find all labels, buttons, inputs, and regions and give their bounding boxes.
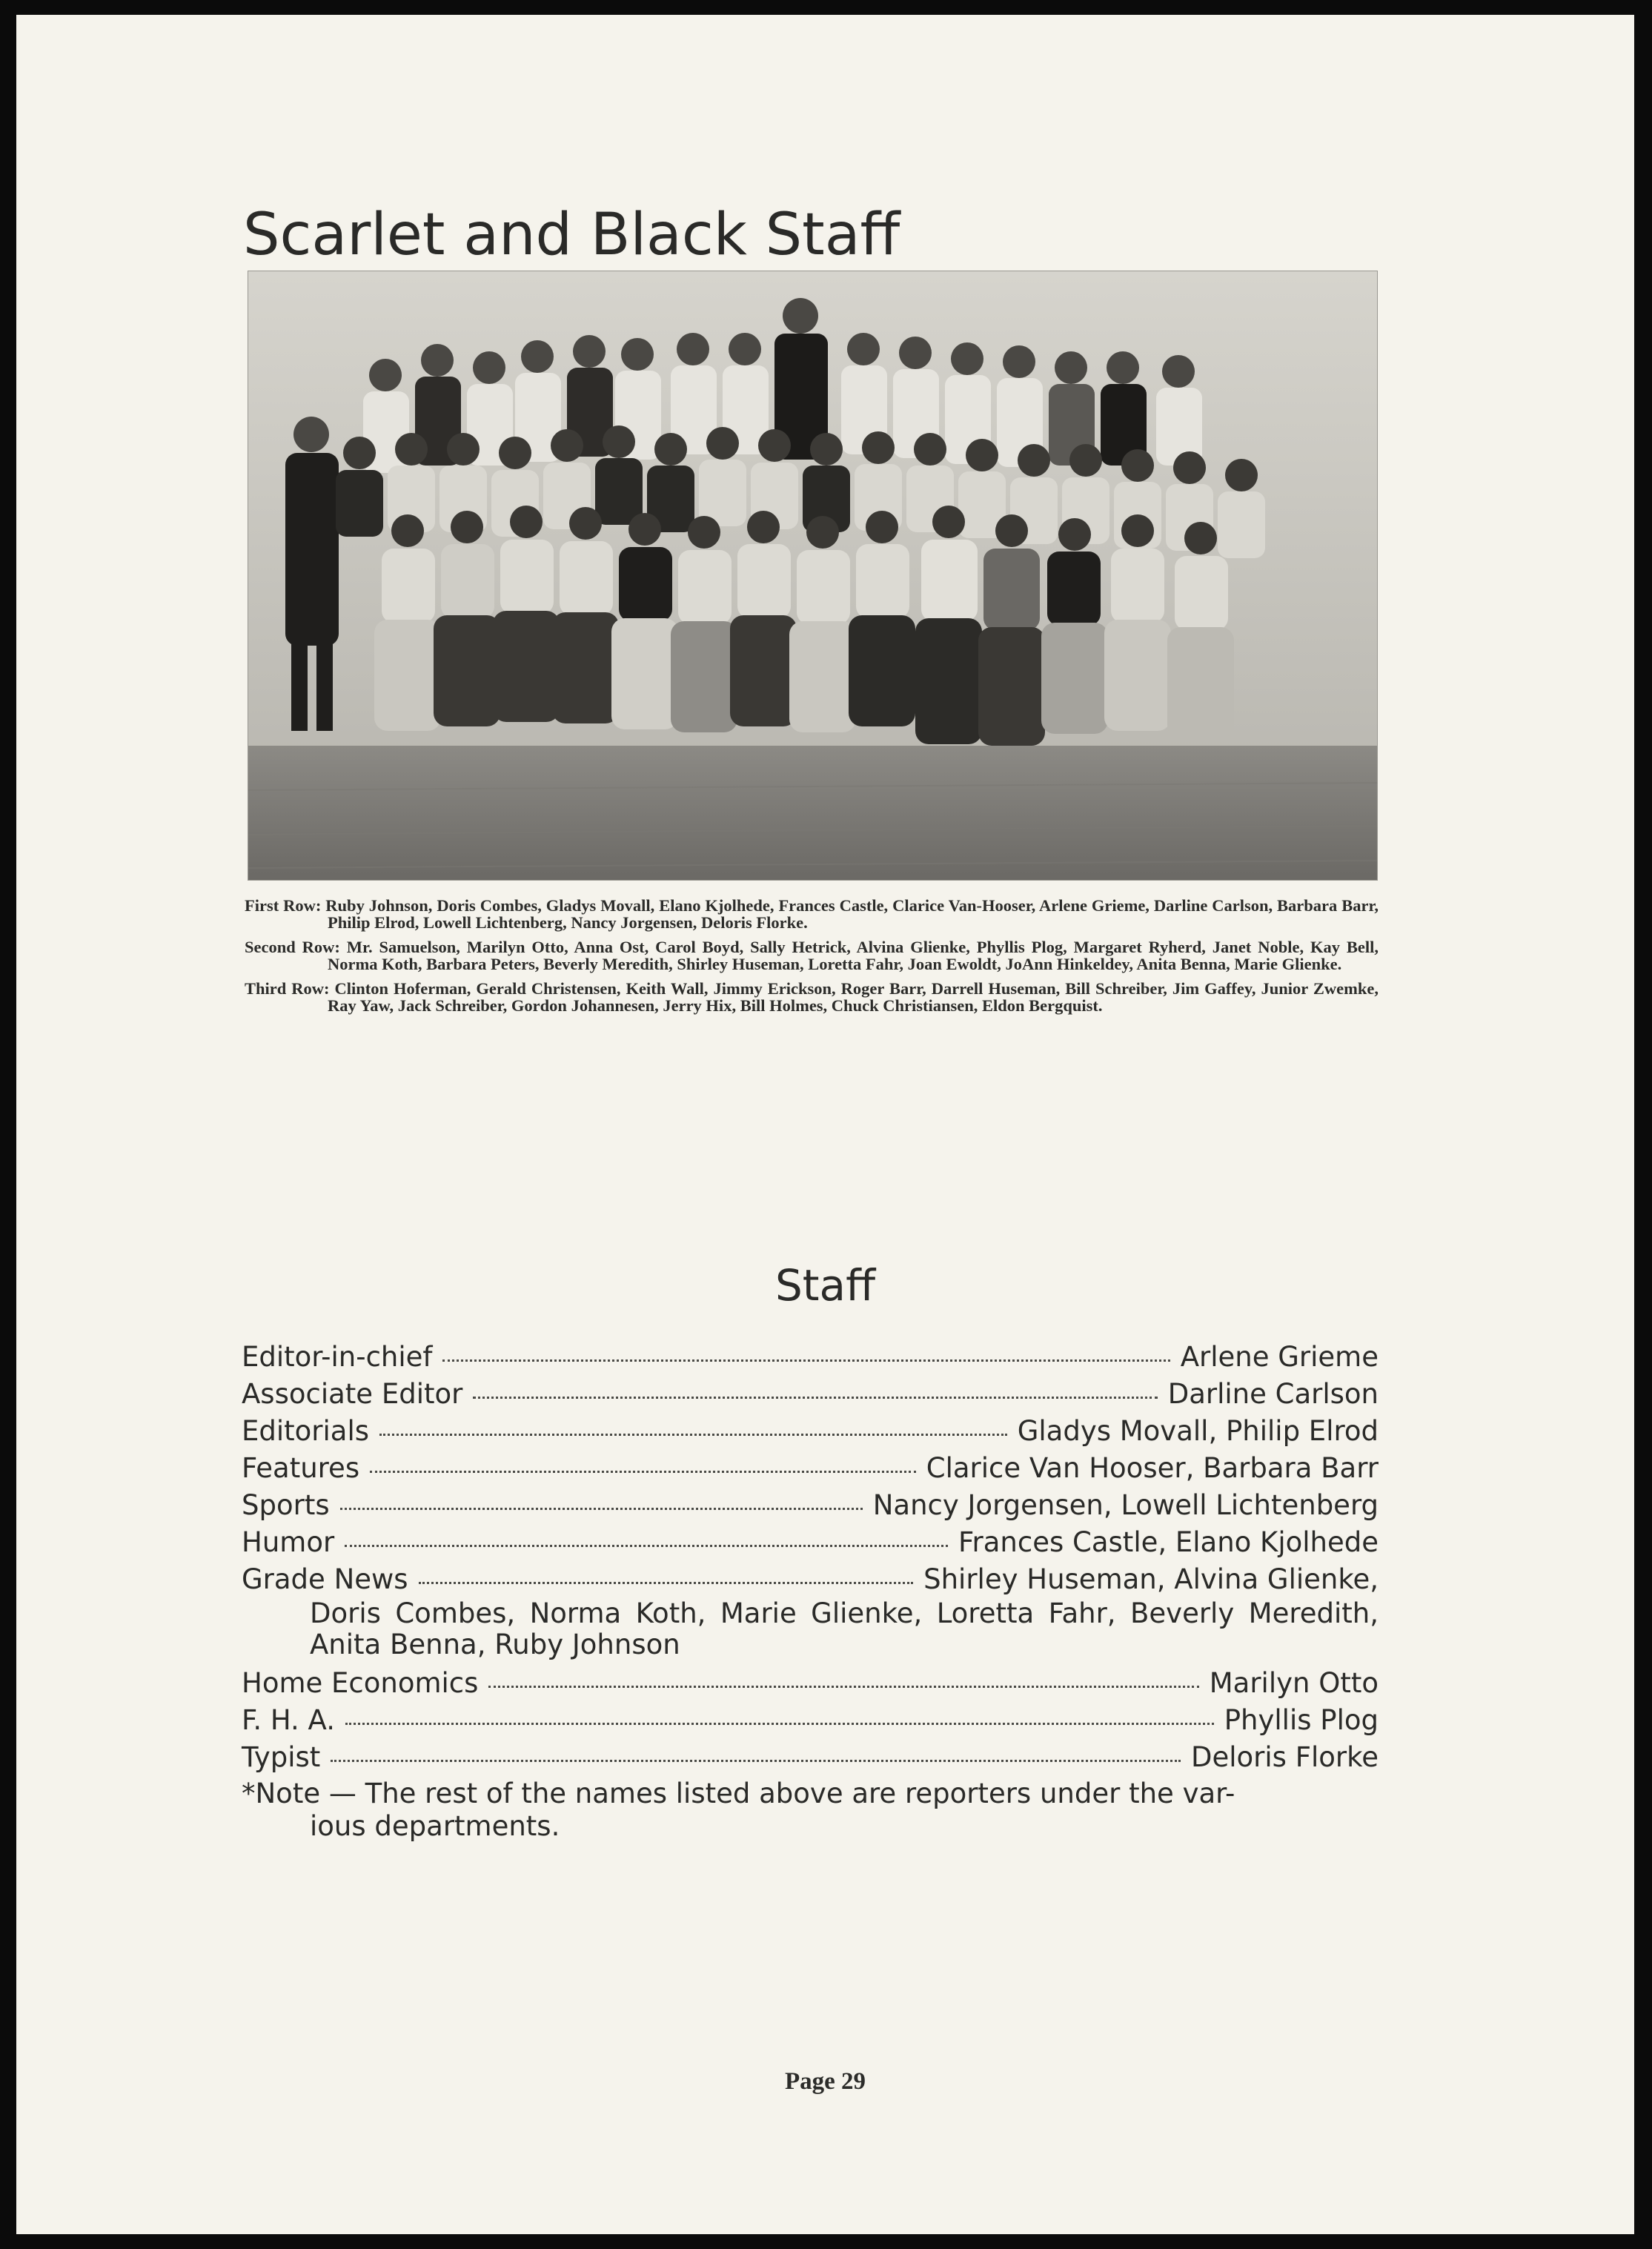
group-photo-illustration [248,271,1377,880]
staff-names: Deloris Florke [1191,1741,1379,1773]
page-title: Scarlet and Black Staff [243,202,900,268]
dot-leader [370,1471,916,1473]
staff-role: Editorials [242,1415,370,1447]
staff-heading: Staff [774,1260,876,1311]
staff-role: Sports [242,1489,330,1521]
dot-leader [331,1760,1181,1762]
staff-names: Clarice Van Hooser, Barbara Barr [926,1452,1379,1484]
dot-leader [442,1359,1170,1362]
group-photo [248,271,1378,881]
dot-leader [488,1686,1198,1688]
staff-entry-home-economics [242,1665,1379,1702]
staff-list [242,1339,1379,1843]
staff-entry-editor-in-chief [242,1339,1379,1376]
staff-names: Gladys Movall, Philip Elrod [1017,1415,1379,1447]
staff-role: F. H. A. [242,1704,335,1736]
page-number: Page 29 [784,2068,866,2095]
staff-role: Typist [242,1741,321,1773]
dot-leader [345,1723,1214,1725]
staff-role: Associate Editor [242,1378,463,1410]
dot-leader [473,1397,1157,1399]
staff-names: Nancy Jorgensen, Lowell Lichtenberg [872,1489,1379,1521]
caption-third-row: Third Row: Clinton Hoferman, Gerald Christensen, Keith Wall, Jimmy Erickson, Roger Barr, Darrell Huseman, Bill Schreiber, Jim Gaffey, Junior Zwemke, Ray Yaw, Jack Schreiber, Gordon Johannesen, Jerry Hix, Bill Holmes, Chuck Christiansen, Eldon Bergquist. [245,979,1379,1015]
staff-role: Editor-in-chief [242,1341,433,1373]
note-line-2: ious departments. [310,1810,560,1842]
staff-role: Humor [242,1526,335,1558]
staff-note [242,1778,1379,1843]
staff-names: Shirley Huseman, Alvina Glienke, [923,1563,1379,1595]
staff-entry-editorials [242,1413,1379,1450]
staff-entry-sports [242,1487,1379,1524]
staff-entry-grade-news [242,1561,1379,1598]
staff-names: Frances Castle, Elano Kjolhede [958,1526,1379,1558]
staff-names: Darline Carlson [1167,1378,1379,1410]
caption-second-row: Second Row: Mr. Samuelson, Marilyn Otto, Anna Ost, Carol Boyd, Sally Hetrick, Alvina Glienke, Phyllis Plog, Margaret Ryherd, Janet Noble, Kay Bell, Norma Koth, Barbara Peters, Beverly Meredith, Shirley Huseman, Loretta Fahr, Joan Ewoldt, JoAnn Hinkeldey, Anita Benna, Marie Glienke. [245,938,1379,973]
yearbook-page [16,15,1634,2234]
staff-entry-humor [242,1524,1379,1561]
caption-first-row: First Row: Ruby Johnson, Doris Combes, Gladys Movall, Elano Kjolhede, Frances Castle, Clarice Van-Hooser, Arlene Grieme, Darline Carlson, Barbara Barr, Philip Elrod, Lowell Lichtenberg, Nancy Jorgensen, Deloris Florke. [245,896,1379,932]
dot-leader [419,1582,914,1584]
staff-names: Marilyn Otto [1209,1667,1379,1699]
staff-entry-typist [242,1739,1379,1776]
grade-news-continued: Doris Combes, Norma Koth, Marie Glienke, Loretta Fahr, Beverly Meredith, Anita Benna, Ruby Johnson [310,1597,1379,1660]
dot-leader [345,1545,948,1547]
staff-role: Grade News [242,1563,408,1595]
staff-entry-fha [242,1702,1379,1739]
staff-entry-features [242,1450,1379,1487]
staff-names: Arlene Grieme [1180,1341,1379,1373]
note-line-1: *Note — The rest of the names listed above are reporters under the var- [242,1778,1235,1809]
staff-names: Phyllis Plog [1224,1704,1379,1736]
dot-leader [340,1508,863,1510]
staff-role: Home Economics [242,1667,479,1699]
staff-role: Features [242,1452,360,1484]
dot-leader [379,1434,1007,1436]
photo-caption [245,897,1379,1021]
staff-entry-associate-editor [242,1376,1379,1413]
